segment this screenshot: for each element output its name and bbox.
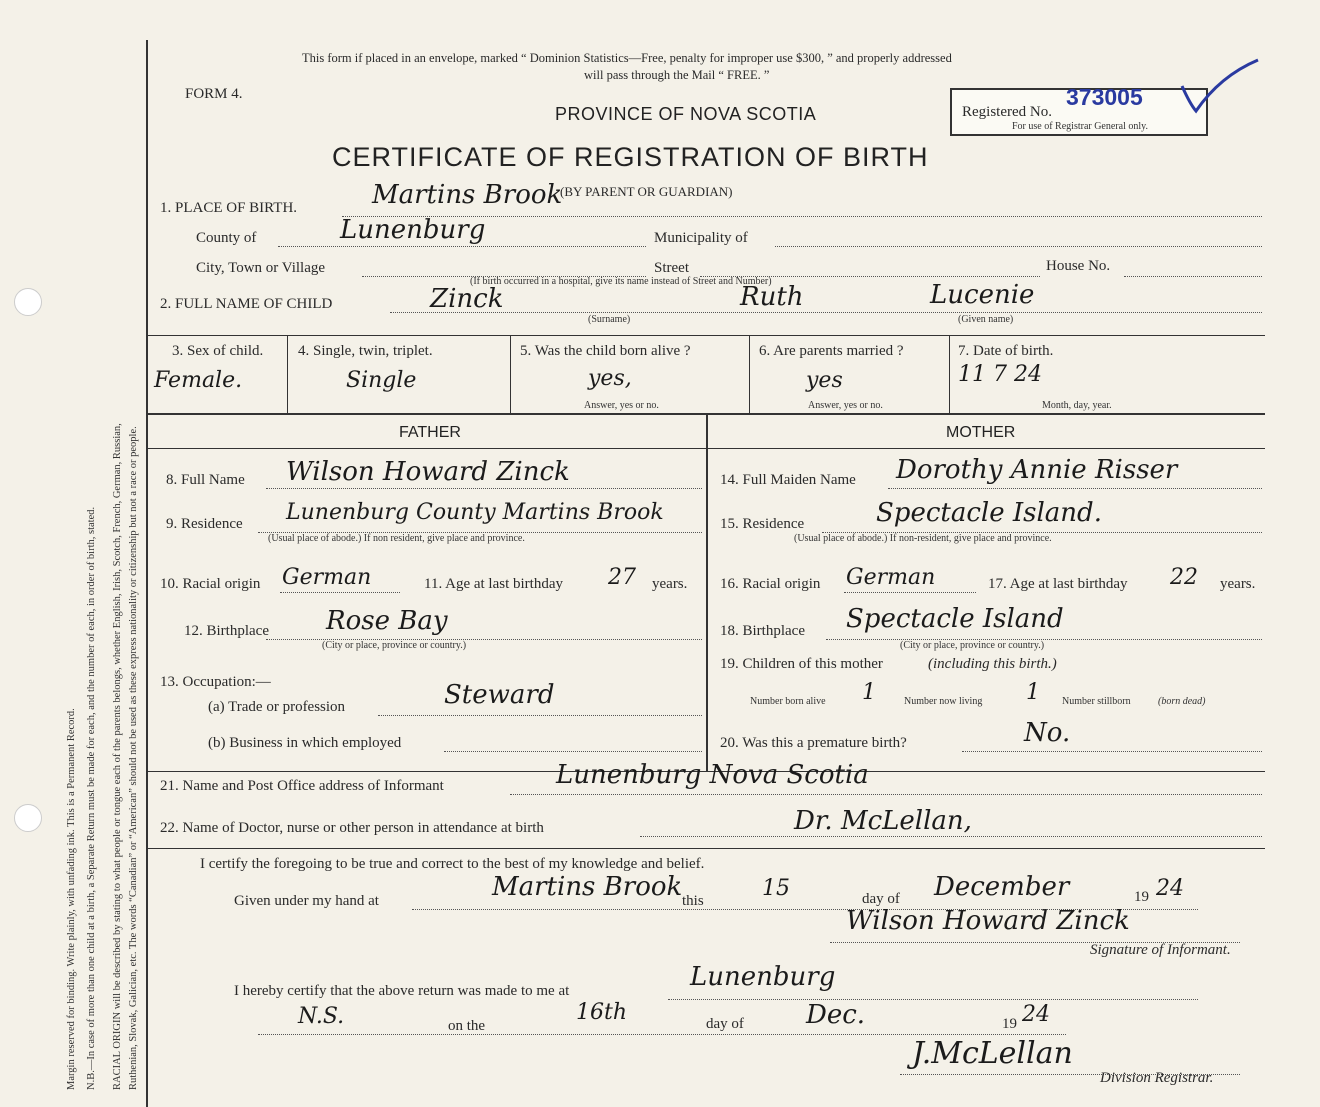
doctor-label: 22. Name of Doctor, nurse or other person in attendance at birth (160, 820, 544, 836)
doctor-value: Dr. McLellan, (794, 806, 972, 836)
mother-name-label: 14. Full Maiden Name (720, 472, 856, 488)
father-race-value: German (282, 565, 372, 590)
married-note: Answer, yes or no. (808, 400, 883, 411)
signature-label: Signature of Informant. (1090, 942, 1231, 958)
hospital-note: (If birth occurred in a hospital, give its name instead of Street and Number) (470, 276, 772, 287)
born-alive-label: Number born alive (750, 696, 826, 707)
registrar-title: Division Registrar. (1100, 1070, 1214, 1086)
surname-note: (Surname) (588, 314, 631, 325)
child-name-line (390, 312, 1262, 313)
father-age-value: 27 (608, 565, 636, 590)
registrar-signature: J.McLellan (912, 1036, 1073, 1071)
municipality-label: Municipality of (654, 230, 748, 246)
dob-note: Month, day, year. (1042, 400, 1112, 411)
city-label: City, Town or Village (196, 260, 326, 276)
father-race-label: 10. Racial origin (160, 576, 261, 592)
premature-line (962, 751, 1262, 752)
registered-number: 373005 (1066, 84, 1143, 110)
dob-value: 11 7 24 (958, 362, 1042, 387)
stillborn-note: (born dead) (1158, 696, 1206, 707)
father-birthplace-note: (City or place, province or country.) (322, 640, 467, 651)
father-residence-value: Lunenburg County Martins Brook (286, 500, 664, 525)
county-label: County of (196, 230, 257, 246)
father-name-label: 8. Full Name (166, 472, 245, 488)
registrar-line: I hereby certify that the above return was made to me at (234, 983, 570, 999)
father-birthplace-value: Rose Bay (326, 606, 448, 636)
row3-divider-4 (949, 335, 950, 413)
given-month: December (934, 872, 1070, 902)
informant-line (510, 794, 1262, 795)
place-of-birth-value: Martins Brook (372, 180, 563, 210)
father-name-line (266, 488, 702, 489)
single-value: Single (346, 368, 417, 393)
informant-value: Lunenburg Nova Scotia (556, 760, 869, 790)
given-day: 15 (762, 876, 790, 901)
mail-notice-line-1: This form if placed in an envelope, marked “ Dominion Statistics—Free, penalty for improper use $300, ” and properly addressed (302, 51, 952, 65)
mother-birthplace-label: 18. Birthplace (720, 623, 805, 639)
binding-margin-line (146, 40, 148, 1107)
province-heading: PROVINCE OF NOVA SCOTIA (555, 104, 817, 124)
day-of-label: day of (862, 891, 900, 907)
place-of-birth-label: 1. PLACE OF BIRTH. (160, 200, 298, 216)
doctor-line (640, 836, 1262, 837)
registrar-place-line (668, 999, 1198, 1000)
registrar-year-prefix: 19 (1002, 1016, 1017, 1032)
living-value: 1 (1026, 680, 1040, 705)
given-year: 24 (1156, 876, 1184, 901)
margin-note-2: N.B.—In case of more than one child at a birth, a Separate Return must be made for each, and the number of each, in order of birth, stated. (86, 506, 97, 1090)
father-years: years. (652, 576, 688, 592)
form-number: FORM 4. (185, 86, 243, 102)
informant-signature: Wilson Howard Zinck (846, 906, 1130, 936)
registrar-year: 24 (1022, 1002, 1050, 1027)
alive-label: 5. Was the child born alive ? (520, 343, 691, 359)
margin-note-1: Margin reserved for binding. Write plainly, with unfading ink. This is a Permanent Record. (66, 708, 77, 1090)
stillborn-label: Number stillborn (1062, 696, 1131, 707)
mother-residence-value: Spectacle Island. (876, 498, 1102, 528)
certify-top-rule (147, 848, 1265, 849)
place-subtitle: (BY PARENT OR GUARDIAN) (560, 184, 733, 199)
house-label: House No. (1046, 258, 1111, 274)
parents-heading-rule (147, 448, 1265, 449)
punch-hole-top (14, 288, 42, 316)
mother-race-line (844, 592, 976, 593)
business-line (444, 751, 702, 752)
father-heading: FATHER (399, 424, 461, 441)
alive-note: Answer, yes or no. (584, 400, 659, 411)
mother-years: years. (1220, 576, 1256, 592)
mother-race-value: German (846, 565, 936, 590)
given-name-note: (Given name) (958, 314, 1014, 325)
registrar-place: Lunenburg (690, 962, 836, 992)
mother-residence-label: 15. Residence (720, 516, 805, 532)
dob-label: 7. Date of birth. (958, 343, 1054, 359)
informant-label: 21. Name and Post Office address of Informant (160, 778, 444, 794)
business-label: (b) Business in which employed (208, 735, 402, 751)
mother-race-label: 16. Racial origin (720, 576, 821, 592)
margin-note-3: RACIAL ORIGIN will be described by stating to what people or tongue each of the parents belongs, whether English, Irish, Scotch, French, German, Russian, (112, 423, 123, 1090)
married-value: yes (806, 368, 843, 393)
row3-top-rule (147, 335, 1265, 336)
street-label: Street (654, 260, 689, 276)
premature-label: 20. Was this a premature birth? (720, 735, 907, 751)
registered-number-box (950, 84, 1208, 136)
mail-notice-line-2: will pass through the Mail “ FREE. ” (584, 68, 770, 82)
father-name-value: Wilson Howard Zinck (286, 457, 570, 487)
margin-note-4: Ruthenian, Slovak, Galician, etc. The words “Canadian” or “American” should not be used as these express nationality or citizenship but not a race or people. (128, 426, 139, 1090)
born-alive-value: 1 (862, 680, 876, 705)
row3-divider-3 (749, 335, 750, 413)
children-note: (including this birth.) (928, 656, 1057, 672)
sex-label: 3. Sex of child. (172, 343, 264, 359)
row3-divider-1 (287, 335, 288, 413)
given-label: Given under my hand at (234, 893, 379, 909)
registrar-day: 16th (576, 1000, 628, 1025)
county-value: Lunenburg (340, 215, 486, 245)
child-given-1: Ruth (740, 282, 804, 312)
registered-label: Registered No. (962, 104, 1052, 120)
father-residence-note: (Usual place of abode.) If non resident, give place and province. (268, 533, 525, 544)
municipality-line (775, 246, 1262, 247)
single-label: 4. Single, twin, triplet. (298, 343, 433, 359)
mother-age-label: 17. Age at last birthday (988, 576, 1128, 592)
trade-line (378, 715, 702, 716)
premature-value: No. (1024, 718, 1071, 748)
child-given-2: Lucenie (930, 280, 1035, 310)
father-age-label: 11. Age at last birthday (424, 576, 563, 592)
certificate-title: CERTIFICATE OF REGISTRATION OF BIRTH (332, 142, 929, 172)
parents-divider (706, 415, 708, 771)
father-residence-label: 9. Residence (166, 516, 243, 532)
punch-hole-bottom (14, 804, 42, 832)
trade-value: Steward (444, 680, 555, 710)
county-line (278, 246, 646, 247)
father-birthplace-label: 12. Birthplace (184, 623, 269, 639)
registrar-date-line (258, 1034, 1066, 1035)
mother-birthplace-value: Spectacle Island (846, 604, 1064, 634)
child-surname: Zinck (430, 284, 504, 314)
child-name-label: 2. FULL NAME OF CHILD (160, 296, 333, 312)
occupation-label: 13. Occupation:— (160, 674, 271, 690)
mother-birthplace-note: (City or place, province or country.) (900, 640, 1045, 651)
house-line (1124, 276, 1262, 277)
father-race-line (280, 592, 400, 593)
sex-value: Female. (154, 368, 243, 393)
living-label: Number now living (904, 696, 983, 707)
row3-divider-2 (510, 335, 511, 413)
mother-name-value: Dorothy Annie Risser (896, 455, 1178, 485)
registrar-note: For use of Registrar General only. (1012, 121, 1148, 132)
registrar-month: Dec. (806, 1000, 866, 1030)
on-the-label: on the (448, 1018, 486, 1034)
mother-heading: MOTHER (946, 424, 1016, 441)
registrar-day-of: day of (706, 1016, 744, 1032)
mother-residence-note: (Usual place of abode.) If non-resident, give place and province. (794, 533, 1052, 544)
given-place: Martins Brook (492, 872, 683, 902)
mother-age-value: 22 (1170, 565, 1198, 590)
certify-line: I certify the foregoing to be true and correct to the best of my knowledge and belief. (200, 856, 705, 872)
trade-label: (a) Trade or profession (208, 699, 346, 715)
checkmark-icon (1180, 56, 1260, 116)
children-label: 19. Children of this mother (720, 656, 883, 672)
mother-name-line (888, 488, 1262, 489)
given-year-prefix: 19 (1134, 889, 1149, 905)
alive-value: yes, (588, 366, 632, 391)
this-label: this (682, 893, 704, 909)
married-label: 6. Are parents married ? (759, 343, 904, 359)
registrar-province: N.S. (298, 1004, 345, 1029)
